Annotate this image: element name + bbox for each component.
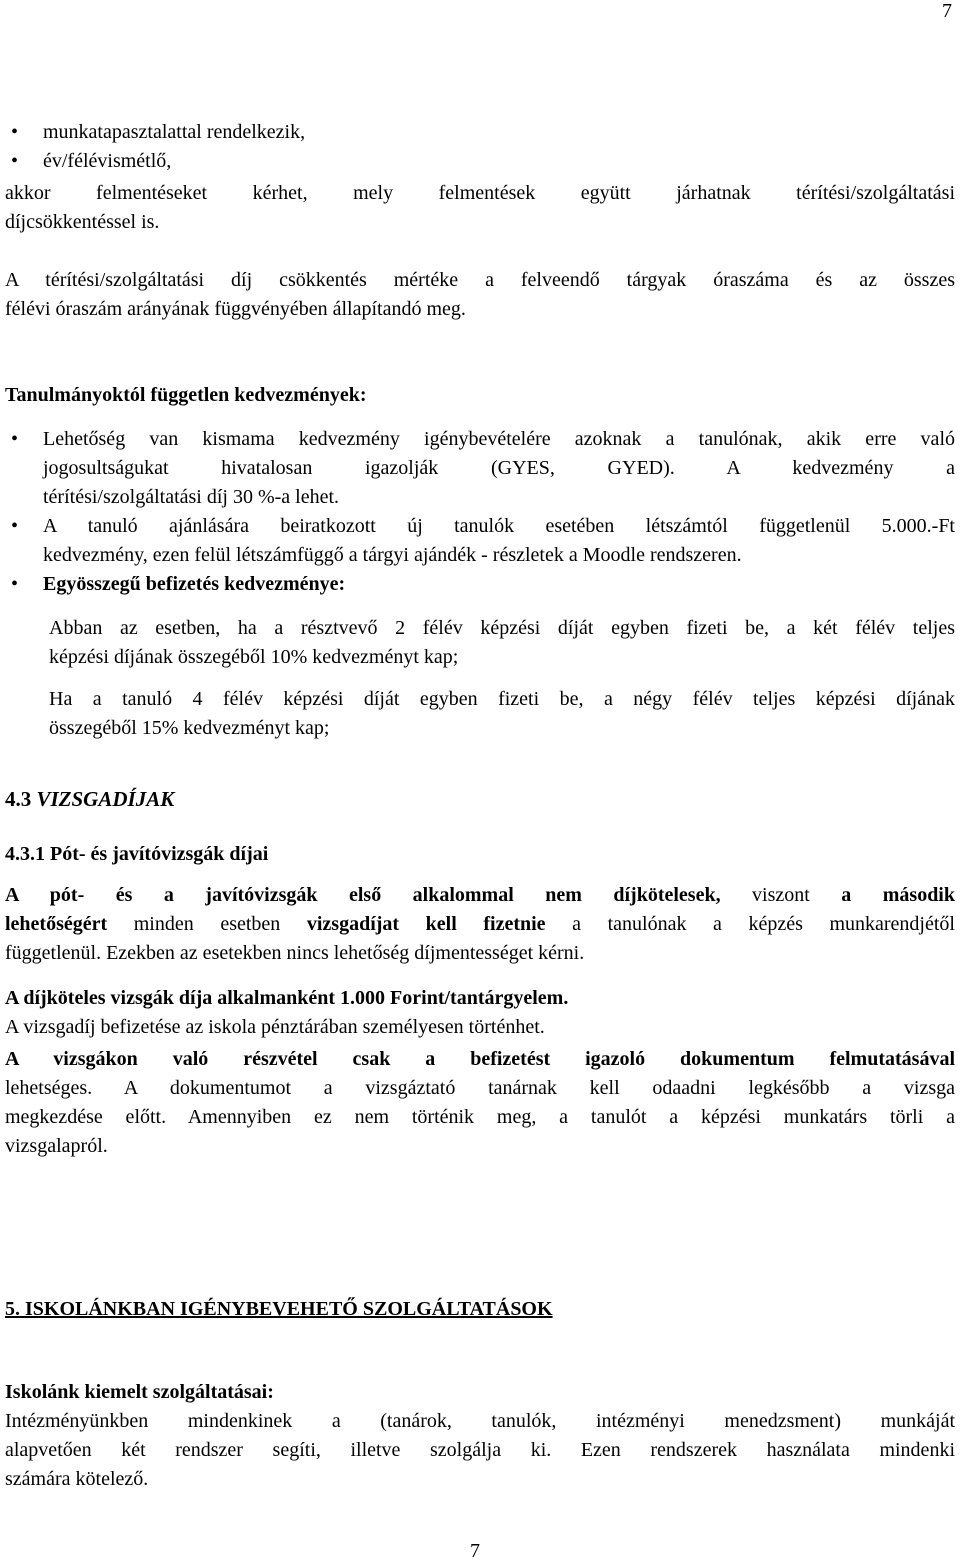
lump-sum-title: • Egyösszegű befizetés kedvezménye:	[43, 573, 346, 595]
lump-sum-paragraph-2	[49, 685, 955, 743]
text-line: akkor felmentéseket kérhet, mely felmentések együtt járhatnak térítési/szolgáltatási	[5, 182, 955, 204]
list-item-referral	[5, 512, 955, 570]
text-line: lehetséges. A dokumentumot a vizsgáztató tanárnak kell odaadni legkésőbb a vizsga	[5, 1077, 955, 1099]
text-line: félévi óraszám arányának függvényében állapítandó meg.	[5, 298, 466, 320]
services-heading: Iskolánk kiemelt szolgáltatásai:	[5, 1381, 274, 1403]
section-4-3-heading	[5, 785, 955, 814]
text-line: alapvetően két rendszer segíti, illetve szolgálja ki. Ezen rendszerek használata mindenki	[5, 1439, 955, 1461]
independent-benefits-list	[5, 425, 955, 599]
text-line: térítési/szolgáltatási díj 30 %-a lehet.	[43, 486, 340, 508]
list-item: • munkatapasztalattal rendelkezik,	[5, 118, 955, 147]
text-line: számára kötelező.	[5, 1468, 149, 1490]
text-line: kedvezmény, ezen felül létszámfüggő a tárgyi ajándék - részletek a Moodle rendszeren.	[43, 544, 742, 566]
text-line: A pót- és a javítóvizsgák első alkalommal nem díjkötelesek, viszont a második	[5, 884, 955, 906]
text-line: képzési díjának összegéből 10% kedvezményt kap;	[49, 646, 459, 668]
section-title: VIZSGADÍJAK	[36, 787, 175, 811]
text-line: Abban az esetben, ha a résztvevő 2 félév képzési díját egyben fizeti be, a két félév teljes	[49, 617, 955, 639]
text-line: lehetőségért minden esetben vizsgadíjat kell fizetnie a tanulónak a képzés munkarendjétől	[5, 913, 955, 935]
exam-document-paragraph	[5, 1045, 955, 1161]
list-item: • év/félévismétlő,	[5, 147, 955, 176]
text-line: vizsgalapról.	[5, 1135, 108, 1157]
exam-payment: A vizsgadíj befizetése az iskola pénztárában személyesen történhet.	[5, 1016, 545, 1038]
text-line: A térítési/szolgáltatási díj csökkentés mértéke a felveendő tárgyak óraszáma és az összes	[5, 269, 955, 291]
text-line: • Lehetőség van kismama kedvezmény igénybevételére azoknak a tanulónak, akik erre való	[43, 428, 955, 450]
page-number-top: 7	[942, 0, 952, 22]
exam-fee: A díjköteles vizsgák díja alkalmanként 1.000 Forint/tantárgyelem.	[5, 987, 569, 1009]
section-4-3-1-heading: 4.3.1 Pót- és javítóvizsgák díjai	[5, 843, 269, 865]
text-line: • A tanuló ajánlására beiratkozott új tanulók esetében létszámtól függetlenül 5.000.-Ft	[43, 515, 955, 537]
independent-heading: Tanulmányoktól független kedvezmények:	[5, 384, 367, 406]
list-item-lump-sum	[5, 570, 955, 599]
text-line: Ha a tanuló 4 félév képzési díját egyben fizeti be, a négy félév teljes képzési díjának	[49, 688, 955, 710]
list-item-maternity	[5, 425, 955, 512]
page-number-bottom: 7	[470, 1540, 480, 1562]
text-line: függetlenül. Ezekben az esetekben nincs lehetőség díjmentességet kérni.	[5, 942, 585, 964]
text-line: Intézményünkben mindenkinek a (tanárok, tanulók, intézményi menedzsment) munkáját	[5, 1410, 955, 1432]
text-line: jogosultságukat hivatalosan igazolják (GYES, GYED). A kedvezmény a	[43, 457, 955, 479]
intro-paragraph	[5, 179, 955, 237]
reduction-paragraph	[5, 266, 955, 324]
services-paragraph	[5, 1407, 955, 1494]
text-line: összegéből 15% kedvezményt kap;	[49, 717, 330, 739]
text-line: megkezdése előtt. Amennyiben ez nem történik meg, a tanulót a képzési munkatárs törli a	[5, 1106, 955, 1128]
text-line: díjcsökkentéssel is.	[5, 211, 160, 233]
top-bullet-list	[5, 118, 955, 176]
section-5-heading: 5. ISKOLÁNKBAN IGÉNYBEVEHETŐ SZOLGÁLTATÁSOK	[5, 1298, 553, 1320]
exam-paragraph	[5, 881, 955, 968]
section-number: 4.3	[5, 787, 32, 811]
lump-sum-paragraph-1	[49, 614, 955, 672]
text-line: A vizsgákon való részvétel csak a befizetést igazoló dokumentum felmutatásával	[5, 1048, 955, 1070]
